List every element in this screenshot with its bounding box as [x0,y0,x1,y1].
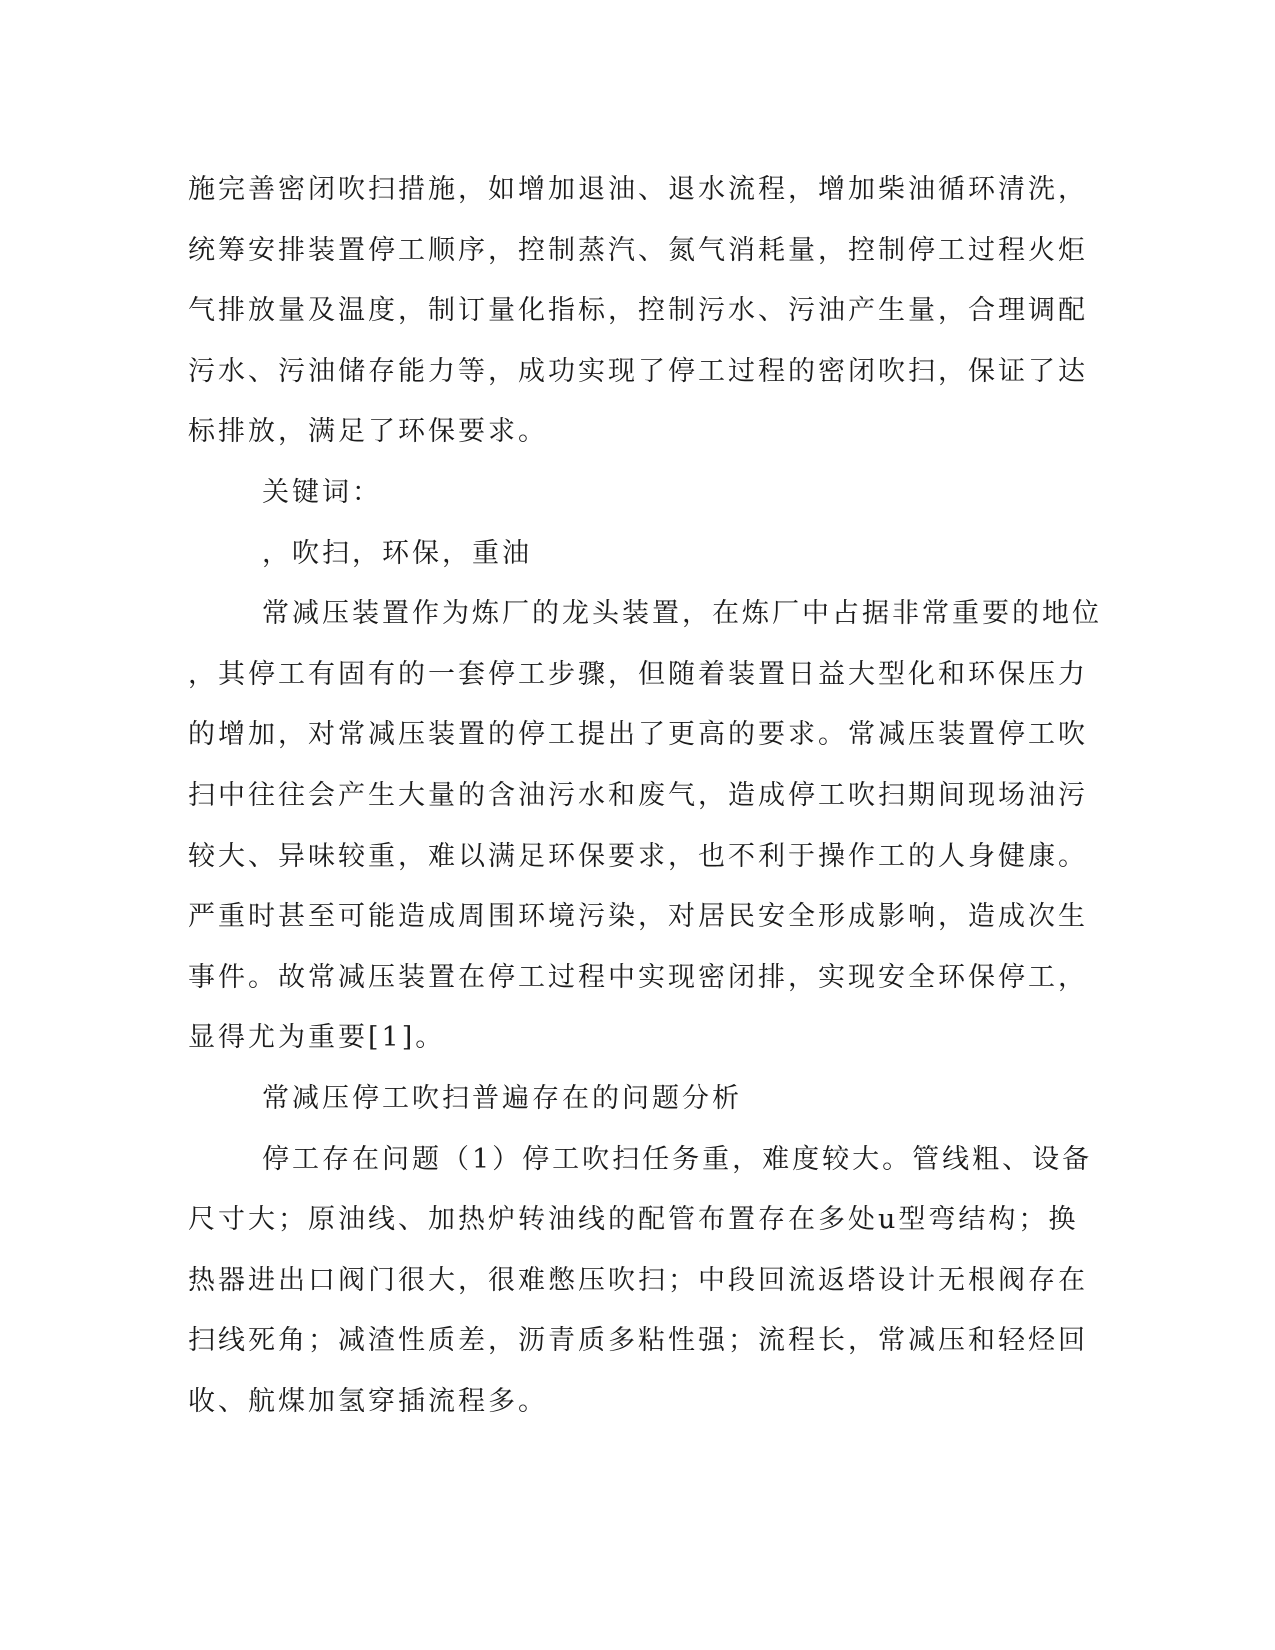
keywords-list [188,524,1088,585]
abstract-paragraph [188,160,1088,463]
document-body [188,160,1102,1432]
text-line: 扫中往往会产生大量的含油污水和废气，造成停工吹扫期间现场油污 [188,779,1088,811]
text-line: 施完善密闭吹扫措施，如增加退油、退水流程，增加柴油循环清洗， [188,174,1088,205]
text-line: 的增加，对常减压装置的停工提出了更高的要求。常减压装置停工吹 [188,719,1088,751]
text-line: 标排放，满足了环保要求。 [188,416,548,448]
text-line: 显得尤为重要[1]。 [188,1022,446,1054]
text-line: 扫线死角；减渣性质差，沥青质多粘性强；流程长，常减压和轻烃回 [188,1325,1088,1357]
text-line: 关键词： [262,476,382,508]
text-line: 事件。故常减压装置在停工过程中实现密闭排，实现安全环保停工， [188,961,1088,993]
section-heading [188,1069,1088,1130]
intro-paragraph [188,584,1102,1069]
keywords-label [188,463,1088,524]
text-line: 统筹安排装置停工顺序，控制蒸汽、氮气消耗量，控制停工过程火炬 [188,234,1088,266]
text-line: ，吹扫，环保，重油 [262,537,532,569]
text-line: 停工存在问题（1）停工吹扫任务重，难度较大。管线粗、设备 [262,1143,1093,1175]
text-line: ，其停工有固有的一套停工步骤，但随着装置日益大型化和环保压力 [188,658,1088,690]
text-line: 收、航煤加氢穿插流程多。 [188,1385,548,1417]
text-line: 常减压停工吹扫普遍存在的问题分析 [262,1082,742,1114]
text-line: 热器进出口阀门很大，很难憋压吹扫；中段回流返塔设计无根阀存在 [188,1264,1088,1296]
text-line: 严重时甚至可能造成周围环境污染，对居民安全形成影响，造成次生 [188,901,1088,933]
text-line: 污水、污油储存能力等，成功实现了停工过程的密闭吹扫，保证了达 [188,355,1088,387]
text-line: 较大、异味较重，难以满足环保要求，也不利于操作工的人身健康。 [188,840,1088,872]
text-line: 尺寸大；原油线、加热炉转油线的配管布置存在多处u型弯结构；换 [188,1204,1079,1236]
text-line: 气排放量及温度，制订量化指标，控制污水、污油产生量，合理调配 [188,295,1088,327]
problems-paragraph [188,1130,1093,1433]
text-line: 常减压装置作为炼厂的龙头装置，在炼厂中占据非常重要的地位 [262,598,1102,630]
